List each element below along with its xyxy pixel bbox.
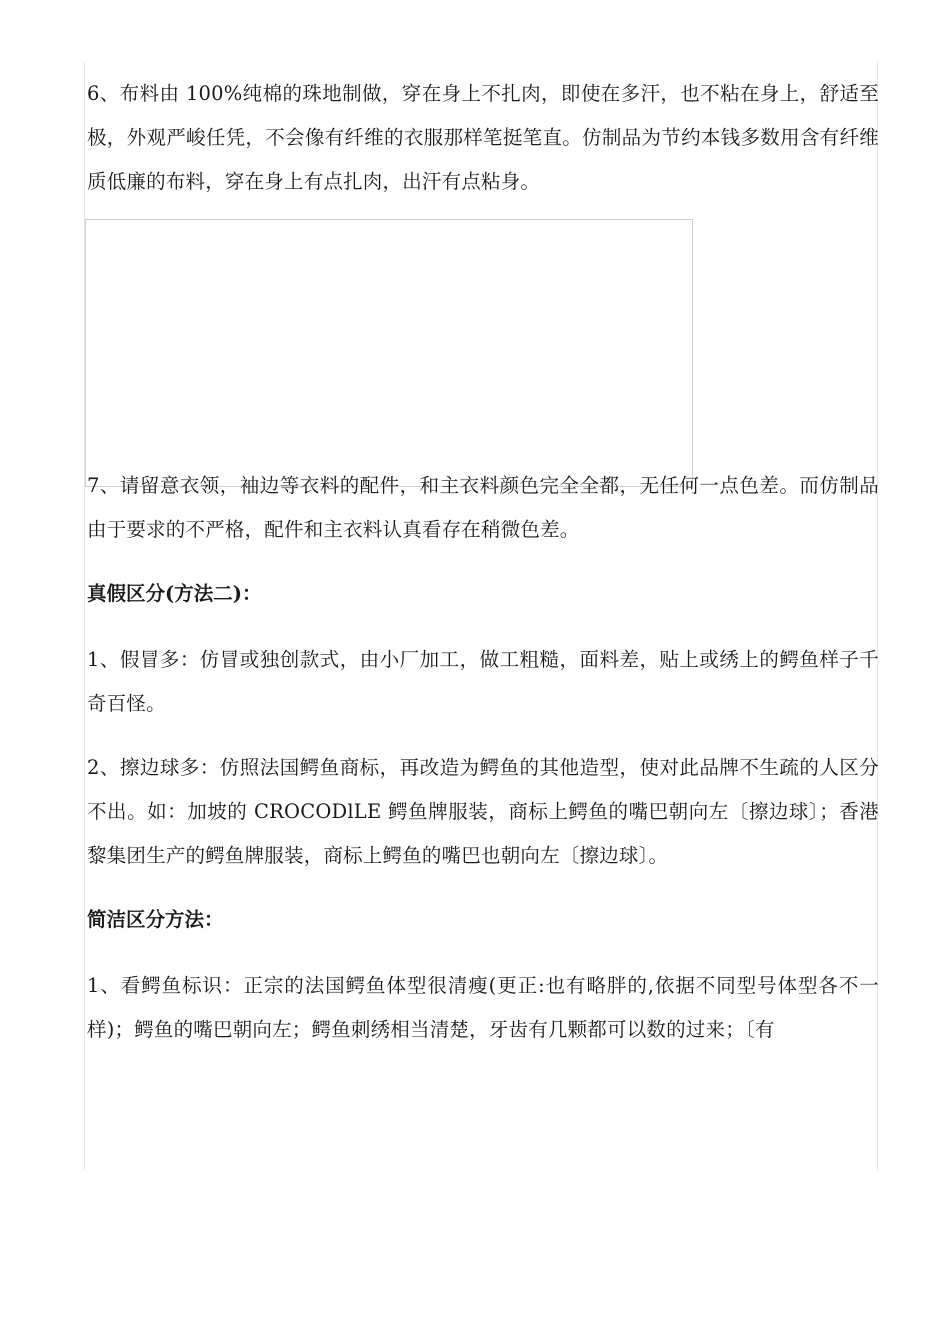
paragraph-item-6: 6、布料由 100%纯棉的珠地制做，穿在身上不扎肉，即使在多汗，也不粘在身上，舒适至极，外观严峻任凭，不会像有纤维的衣服那样笔挺笔直。仿制品为节约本钱多数用含有纤维质低廉的布料，穿在身上有点扎肉，出汗有点粘身。 bbox=[87, 82, 879, 193]
method-two-item-2: 2、擦边球多：仿照法国鳄鱼商标，再改造为鳄鱼的其他造型，使对此品牌不生疏的人区分不出。如：加坡的 CROCODlLE 鳄鱼牌服装，商标上鳄鱼的嘴巴朝向左〔擦边球〕；香港黎集团生产的鳄鱼牌服装，商标上鳄鱼的嘴巴也朝向左〔擦边球〕。 bbox=[87, 756, 879, 867]
heading-simple-method: 简洁区分方法： bbox=[87, 908, 224, 931]
method-two-item-1: 1、假冒多：仿冒或独创款式，由小厂加工，做工粗糙，面料差，贴上或绣上的鳄鱼样子千奇百怪。 bbox=[87, 648, 879, 715]
paragraph-item-7: 7、请留意衣领，袖边等衣料的配件，和主衣料颜色完全全都，无任何一点色差。而仿制品由于要求的不严格，配件和主衣料认真看存在稍微色差。 bbox=[87, 474, 879, 541]
simple-method-item-1: 1、看鳄鱼标识：正宗的法国鳄鱼体型很清瘦(更正:也有略胖的,依据不同型号体型各不一样)；鳄鱼的嘴巴朝向左；鳄鱼刺绣相当清楚，牙齿有几颗都可以数的过来；〔有 bbox=[87, 974, 879, 1041]
heading-method-two: 真假区分(方法二)： bbox=[87, 582, 262, 605]
image-placeholder bbox=[85, 219, 693, 487]
